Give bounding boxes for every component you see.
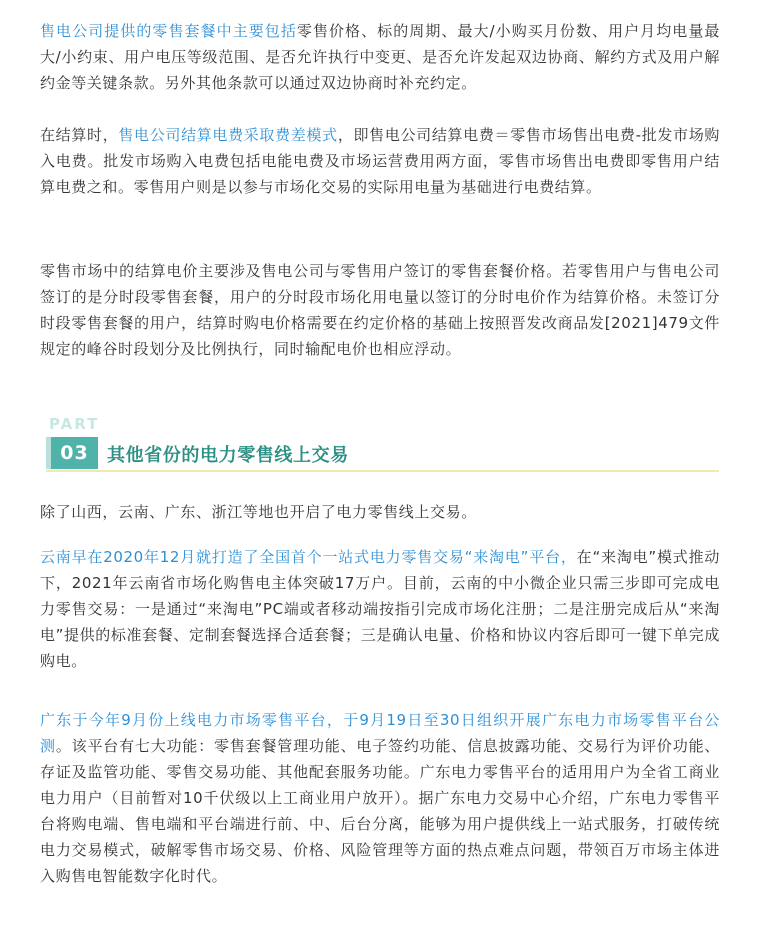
highlight-text: 云南早在2020年12月就打造了全国首个一站式电力零售交易“来淘电”平台， — [40, 548, 577, 566]
body-text: 。该平台有七大功能：零售套餐管理功能、电子签约功能、信息披露功能、交易行为评价功能、存证及监管功能、零售交易功能、其他配套服务功能。广东电力零售平台的适用用户为全省工商业电力用户（目前暂对10千伏级以上工商业用户放开）。据广东电力交易中心介绍，广东电力零售平台将购电端、售电端和平台端进行前、中、后台分离，能够为用户提供线上一站式服务，打破传统电力交易模式，破解零售市场交易、价格、风险管理等方面的热点难点问题，带领百万市场主体进入购售电智能数字化时代。 — [40, 737, 720, 885]
paragraph-retail-packages — [40, 18, 720, 96]
part-label: PART — [49, 415, 100, 433]
highlight-text: 售电公司提供的零售套餐中主要包括 — [40, 22, 297, 40]
body-text-prefix: 在结算时， — [40, 126, 119, 144]
paragraph-guangdong — [40, 707, 720, 889]
section-title: 其他省份的电力零售线上交易 — [107, 445, 349, 466]
paragraph-yunnan — [40, 544, 720, 674]
highlight-text: 售电公司结算电费采取费差模式 — [118, 126, 338, 144]
body-text: 除了山西，云南、广东、浙江等地也开启了电力零售线上交易。 — [40, 503, 477, 521]
body-text: 零售价格、标的周期、最大/小购买月份数、用户月均电量最大/小约束、用户电压等级范围、是否允许执行中变更、是否允许发起双边协商、解约方式及用户解约金等关键条款。另外其他条款可以通过双边协商时补充约定。 — [40, 22, 720, 92]
paragraph-settlement — [40, 122, 720, 200]
paragraph-other-provinces — [40, 499, 720, 525]
part-number-badge: 03 — [51, 437, 98, 469]
body-text: ，即售电公司结算电费＝零售市场售出电费-批发市场购入电费。批发市场购入电费包括电能电费及市场运营费用两方面，零售市场售出电费即零售用户结算电费之和。零售用户则是以参与市场化交易的实际用电量为基础进行电费结算。 — [40, 126, 720, 196]
body-text: 零售市场中的结算电价主要涉及售电公司与零售用户签订的零售套餐价格。若零售用户与售电公司签订的是分时段零售套餐，用户的分时段市场化用电量以签订的分时电价作为结算价格。未签订分时段零售套餐的用户，结算时购电价格需要在约定价格的基础上按照晋发改商品发[2021]479文件规定的峰谷时段划分及比例执行，同时输配电价也相应浮动。 — [40, 262, 720, 358]
body-text: 在“来淘电”模式推动下，2021年云南省市场化购售电主体突破17万户。目前，云南的中小微企业只需三步即可完成电力零售交易：一是通过“来淘电”PC端或者移动端按指引完成市场化注册；二是注册完成后从“来淘电”提供的标准套餐、定制套餐选择合适套餐；三是确认电量、价格和协议内容后即可一键下单完成购电。 — [40, 548, 720, 670]
section-underline — [46, 470, 719, 472]
paragraph-settlement-price — [40, 258, 720, 362]
highlight-text: 广东于今年9月份上线电力市场零售平台，于9月19日至30日组织开展广东电力市场零售平台公测 — [40, 711, 720, 755]
